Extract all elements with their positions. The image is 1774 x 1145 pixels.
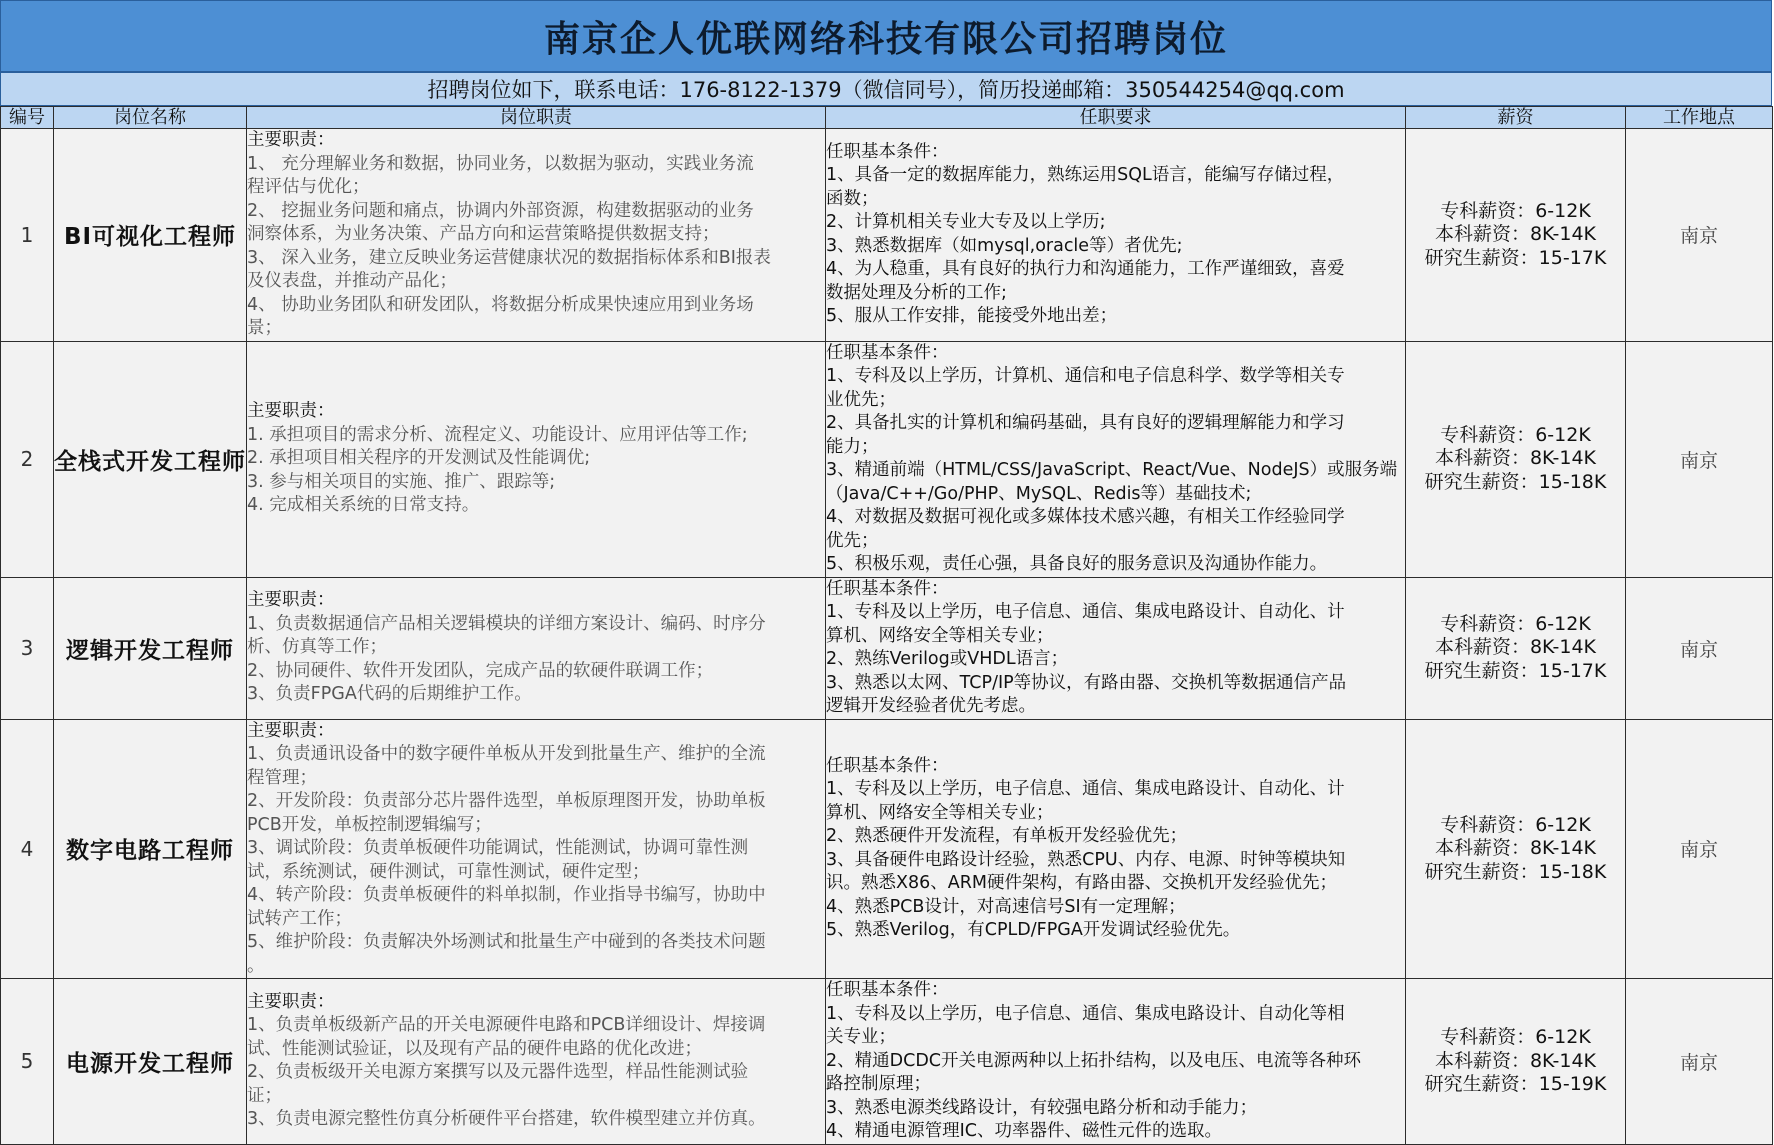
header-row xyxy=(1,107,1773,129)
requirement-line: 5、熟悉Verilog，有CPLD/FPGA开发调试经验优先。 xyxy=(826,920,1241,941)
row-number: 3 xyxy=(1,577,54,719)
requirements-cell xyxy=(826,577,1406,719)
requirement-line: 能力； xyxy=(826,436,879,457)
position-name: 逻辑开发工程师 xyxy=(54,577,247,719)
row-number: 1 xyxy=(1,129,54,342)
page-title: 南京企人优联网络科技有限公司招聘岗位 xyxy=(543,18,1228,60)
requirement-line: 算机、网络安全等相关专业； xyxy=(826,625,1054,646)
location-cell: 南京 xyxy=(1626,719,1773,979)
contact-banner xyxy=(0,72,1772,106)
duty-line: 及仪表盘，并推动产品化； xyxy=(247,271,457,291)
duty-line: 析、仿真等工作； xyxy=(247,637,387,658)
requirement-line: 2、精通DCDC开关电源两种以上拓扑结构，以及电压、电流等各种环 xyxy=(826,1050,1362,1071)
location-cell: 南京 xyxy=(1626,979,1773,1145)
duty-line: 1、负责单板级新产品的开关电源硬件电路和PCB详细设计、焊接调 xyxy=(247,1015,766,1036)
header-no: 编号 xyxy=(1,107,54,129)
duties-heading: 主要职责： xyxy=(247,130,335,150)
position-name: 全栈式开发工程师 xyxy=(54,341,247,577)
salary-line: 专科薪资：6-12K xyxy=(1440,612,1591,635)
duties-heading: 主要职责： xyxy=(247,720,335,741)
requirement-line: 4、对数据及数据可视化或多媒体技术感兴趣，有相关工作经验同学 xyxy=(826,507,1345,527)
requirement-line: 2、熟悉硬件开发流程，有单板开发经验优先； xyxy=(826,826,1188,847)
location-cell: 南京 xyxy=(1626,577,1773,719)
requirement-line: 2、具备扎实的计算机和编码基础，具有良好的逻辑理解能力和学习 xyxy=(826,413,1345,433)
requirements-heading: 任职基本条件： xyxy=(826,980,949,1000)
position-name: 数字电路工程师 xyxy=(54,719,247,979)
requirement-line: 2、计算机相关专业大专及以上学历; xyxy=(826,212,1106,233)
duty-line: 5、维护阶段：负责解决外场测试和批量生产中碰到的各类技术问题 xyxy=(247,932,766,952)
duty-line: 1. 承担项目的需求分析、流程定义、功能设计、应用评估等工作; xyxy=(247,424,748,445)
requirements-heading: 任职基本条件： xyxy=(826,342,949,363)
duty-line: 2. 承担项目相关程序的开发测试及性能调优; xyxy=(247,448,591,469)
requirement-line: 路控制原理； xyxy=(826,1074,931,1094)
duty-line: 3、 深入业务，建立反映业务运营健康状况的数据指标体系和BI报表 xyxy=(247,247,771,268)
duty-line: 证； xyxy=(247,1085,282,1106)
requirements-heading: 任职基本条件： xyxy=(826,755,949,776)
duties-heading: 主要职责： xyxy=(247,991,335,1012)
duty-line: 程评估与优化； xyxy=(247,177,370,197)
salary-cell xyxy=(1406,577,1626,719)
jobs-table xyxy=(0,106,1773,1145)
salary-line: 研究生薪资：15-17K xyxy=(1424,246,1607,269)
salary-line: 研究生薪资：15-18K xyxy=(1424,860,1607,883)
salary-line: 研究生薪资：15-17K xyxy=(1424,659,1607,682)
requirement-line: 4、为人稳重，具有良好的执行力和沟通能力，工作严谨细致，喜爱 xyxy=(826,259,1345,280)
header-requirements: 任职要求 xyxy=(826,107,1406,129)
duties-heading: 主要职责： xyxy=(247,590,335,611)
requirements-heading: 任职基本条件： xyxy=(826,578,949,599)
table-row xyxy=(1,341,1773,577)
duty-line: 3、负责FPGA代码的后期维护工作。 xyxy=(247,684,532,705)
duty-line: 1、负责通讯设备中的数字硬件单板从开发到批量生产、维护的全流 xyxy=(247,744,766,764)
requirement-line: 1、具备一定的数据库能力，熟练运用SQL语言，能编写存储过程， xyxy=(826,165,1345,186)
duties-cell xyxy=(247,341,826,577)
duties-cell xyxy=(247,577,826,719)
requirement-line: 4、熟悉PCB设计，对高速信号SI有一定理解； xyxy=(826,896,1186,917)
duty-line: 1、负责数据通信产品相关逻辑模块的详细方案设计、编码、时序分 xyxy=(247,613,766,634)
duty-line: 2、开发阶段：负责部分芯片器件选型，单板原理图开发，协助单板 xyxy=(247,791,766,811)
salary-line: 研究生薪资：15-19K xyxy=(1424,1073,1607,1095)
requirements-cell xyxy=(826,719,1406,979)
requirements-cell xyxy=(826,129,1406,342)
duty-line: 程管理； xyxy=(247,767,317,788)
salary-line: 研究生薪资：15-18K xyxy=(1424,470,1607,493)
requirement-line: 4、精通电源管理IC、功率器件、磁性元件的选取。 xyxy=(826,1121,1223,1141)
requirement-line: 1、专科及以上学历，计算机、通信和电子信息科学、数学等相关专 xyxy=(826,366,1345,386)
header-duties: 岗位职责 xyxy=(247,107,826,129)
header-salary: 薪资 xyxy=(1406,107,1626,129)
requirement-line: 3、精通前端（HTML/CSS/JavaScript、React/Vue、NodeJS）或服务端 xyxy=(826,460,1398,480)
requirement-line: 3、熟悉数据库（如mysql,oracle等）者优先; xyxy=(826,235,1183,256)
duty-line: 3. 参与相关项目的实施、推广、跟踪等; xyxy=(247,471,556,492)
duty-line: 。 xyxy=(247,955,265,976)
duty-line: 试、性能测试验证，以及现有产品的硬件电路的优化改进； xyxy=(247,1038,702,1059)
contact-info: 招聘岗位如下，联系电话：176-8122-1379（微信同号），简历投递邮箱：350544254@qq.com xyxy=(427,78,1345,102)
table-row xyxy=(1,577,1773,719)
requirement-line: 1、专科及以上学历，电子信息、通信、集成电路设计、自动化等相 xyxy=(826,1003,1345,1024)
salary-line: 本科薪资：8K-14K xyxy=(1434,837,1597,859)
duty-line: 4、转产阶段：负责单板硬件的料单拟制，作业指导书编写，协助中 xyxy=(247,885,766,905)
duties-cell xyxy=(247,979,826,1145)
duty-line: 2、协同硬件、软件开发团队，完成产品的软硬件联调工作； xyxy=(247,660,714,681)
requirement-line: （Java/C++/Go/PHP、MySQL、Redis等）基础技术; xyxy=(826,483,1252,504)
position-name: BI可视化工程师 xyxy=(54,129,247,342)
requirement-line: 5、服从工作安排，能接受外地出差； xyxy=(826,306,1118,327)
requirement-line: 逻辑开发经验者优先考虑。 xyxy=(826,696,1036,716)
salary-line: 本科薪资：8K-14K xyxy=(1434,223,1597,245)
duties-cell xyxy=(247,719,826,979)
table-row xyxy=(1,719,1773,979)
duty-line: PCB开发，单板控制逻辑编写； xyxy=(247,814,492,835)
salary-cell xyxy=(1406,129,1626,342)
table-row xyxy=(1,979,1773,1145)
salary-line: 本科薪资：8K-14K xyxy=(1434,636,1597,659)
salary-cell xyxy=(1406,719,1626,979)
title-banner xyxy=(0,0,1772,72)
requirement-line: 2、熟练Verilog或VHDL语言； xyxy=(826,649,1069,669)
row-number: 2 xyxy=(1,341,54,577)
salary-line: 本科薪资：8K-14K xyxy=(1434,1049,1597,1072)
duty-line: 景； xyxy=(247,318,282,338)
row-number: 4 xyxy=(1,719,54,979)
salary-cell xyxy=(1406,979,1626,1145)
salary-line: 专科薪资：6-12K xyxy=(1440,199,1591,222)
location-cell: 南京 xyxy=(1626,341,1773,577)
requirements-cell xyxy=(826,979,1406,1145)
duty-line: 3、负责电源完整性仿真分析硬件平台搭建，软件模型建立并仿真。 xyxy=(247,1109,766,1130)
header-position: 岗位名称 xyxy=(54,107,247,129)
duty-line: 4. 完成相关系统的日常支持。 xyxy=(247,495,480,516)
duty-line: 4、 协助业务团队和研发团队，将数据分析成果快速应用到业务场 xyxy=(247,294,754,315)
requirement-line: 3、熟悉以太网、TCP/IP等协议，有路由器、交换机等数据通信产品 xyxy=(826,672,1347,693)
duty-line: 试，系统测试，硬件测试，可靠性测试，硬件定型； xyxy=(247,861,650,882)
row-number: 5 xyxy=(1,979,54,1145)
duty-line: 试转产工作； xyxy=(247,908,352,929)
position-name: 电源开发工程师 xyxy=(54,979,247,1145)
requirement-line: 函数； xyxy=(826,188,879,209)
salary-cell xyxy=(1406,341,1626,577)
requirement-line: 数据处理及分析的工作; xyxy=(826,282,1007,303)
location-cell: 南京 xyxy=(1626,129,1773,342)
requirements-heading: 任职基本条件： xyxy=(826,141,949,162)
duty-line: 1、 充分理解业务和数据，协同业务，以数据为驱动，实践业务流 xyxy=(247,153,754,174)
requirement-line: 5、积极乐观，责任心强，具备良好的服务意识及沟通协作能力。 xyxy=(826,554,1328,574)
requirement-line: 3、具备硬件电路设计经验，熟悉CPU、内存、电源、时钟等模块知 xyxy=(826,849,1346,870)
requirement-line: 业优先； xyxy=(826,389,896,410)
table-row xyxy=(1,129,1773,342)
requirement-line: 1、专科及以上学历，电子信息、通信、集成电路设计、自动化、计 xyxy=(826,779,1345,800)
requirement-line: 算机、网络安全等相关专业； xyxy=(826,802,1054,823)
salary-line: 本科薪资：8K-14K xyxy=(1434,447,1597,470)
duties-cell xyxy=(247,129,826,342)
duties-heading: 主要职责： xyxy=(247,401,335,422)
header-location: 工作地点 xyxy=(1626,107,1773,129)
requirement-line: 优先； xyxy=(826,530,879,551)
requirement-line: 3、熟悉电源类线路设计，有较强电路分析和动手能力； xyxy=(826,1097,1258,1118)
requirement-line: 关专业； xyxy=(826,1027,896,1047)
requirements-cell xyxy=(826,341,1406,577)
requirement-line: 1、专科及以上学历，电子信息、通信、集成电路设计、自动化、计 xyxy=(826,602,1345,622)
duty-line: 3、调试阶段：负责单板硬件功能调试，性能测试，协调可靠性测 xyxy=(247,838,749,858)
salary-line: 专科薪资：6-12K xyxy=(1440,423,1591,446)
duty-line: 2、 挖掘业务问题和痛点，协调内外部资源，构建数据驱动的业务 xyxy=(247,200,754,221)
salary-line: 专科薪资：6-12K xyxy=(1440,813,1591,836)
duty-line: 洞察体系，为业务决策、产品方向和运营策略提供数据支持； xyxy=(247,224,720,244)
duty-line: 2、负责板级开关电源方案撰写以及元器件选型，样品性能测试验 xyxy=(247,1062,749,1083)
requirement-line: 识。熟悉X86、ARM硬件架构，有路由器、交换机开发经验优先； xyxy=(826,873,1337,894)
salary-line: 专科薪资：6-12K xyxy=(1440,1026,1591,1048)
